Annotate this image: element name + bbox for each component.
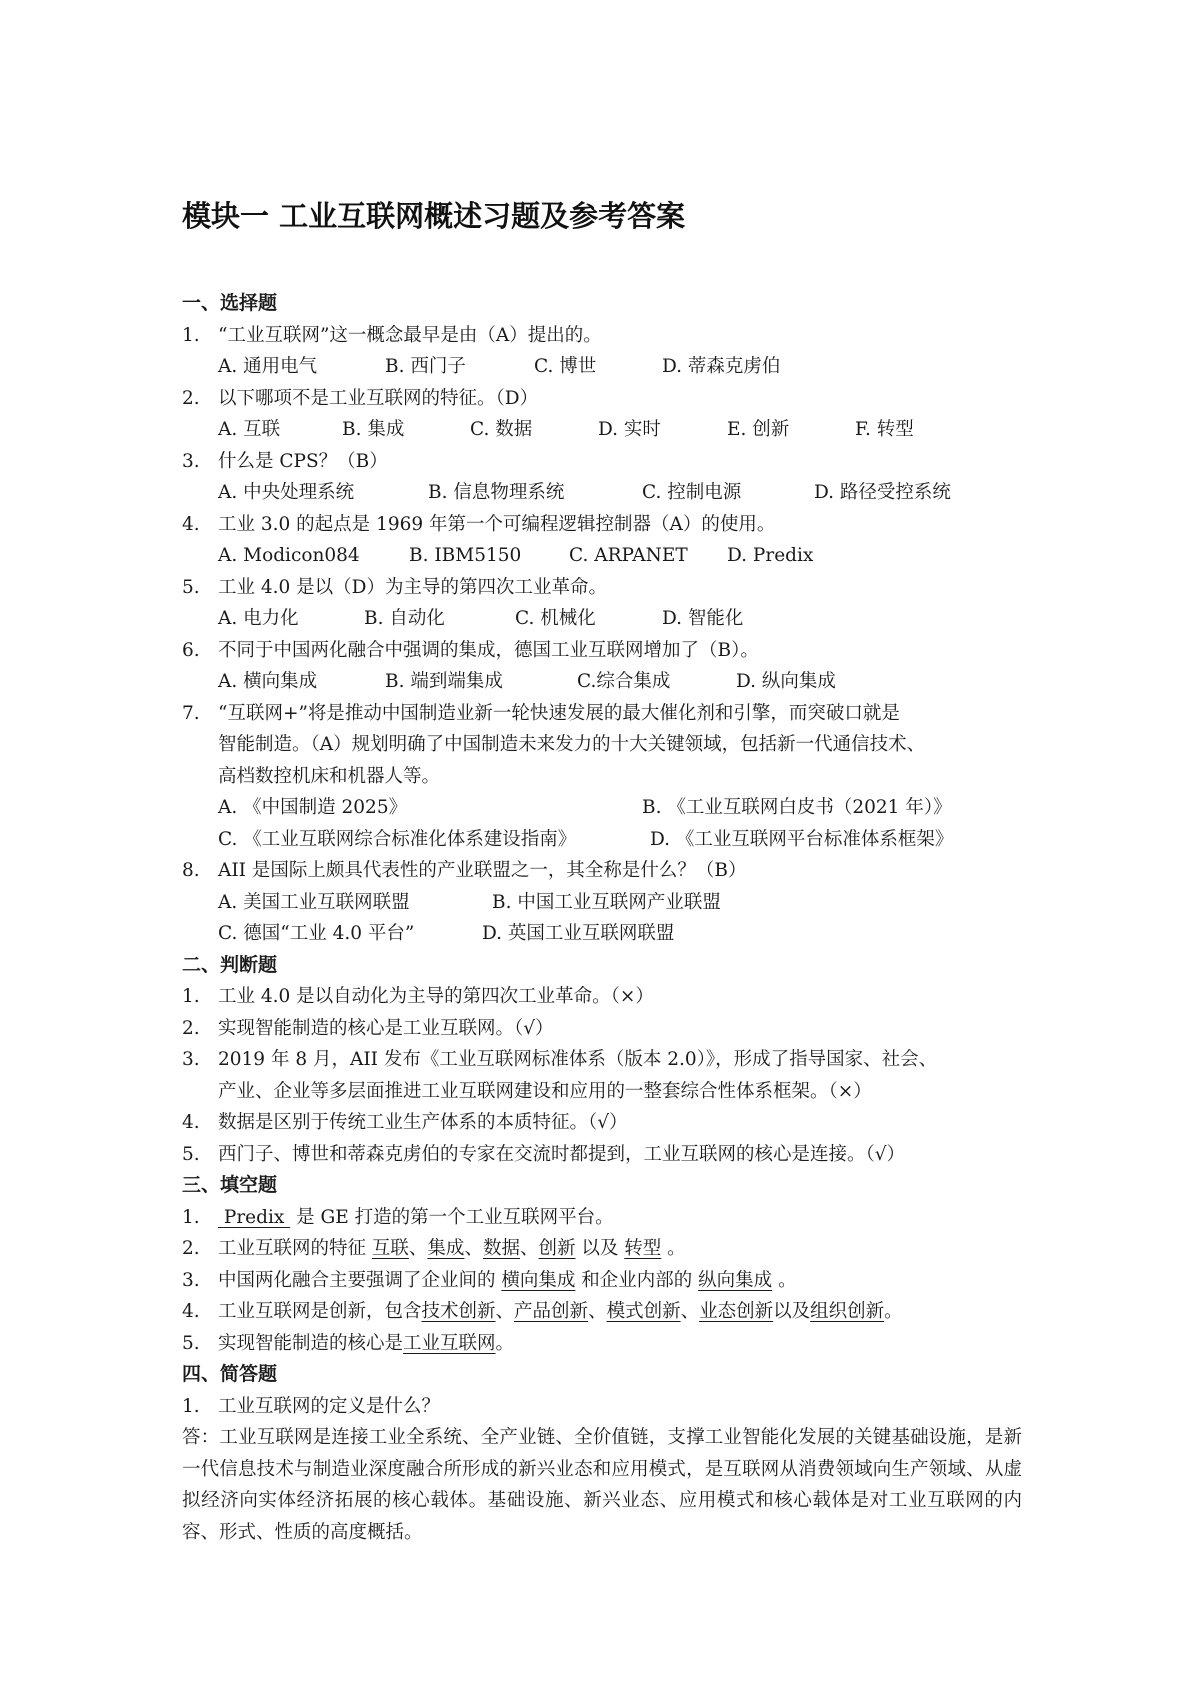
statement-text: 工业 4.0 是以自动化为主导的第四次工业革命。（×） bbox=[218, 986, 654, 1007]
fill-blank-item bbox=[182, 1202, 1022, 1234]
item-text: 工业互联网的特征 bbox=[218, 1238, 372, 1259]
option: A. 电力化 bbox=[218, 608, 299, 629]
option: C. 控制电源 bbox=[642, 482, 742, 503]
option: B. 西门子 bbox=[385, 356, 466, 377]
blank-answer: 产品创新 bbox=[514, 1301, 589, 1322]
item-number: 5. bbox=[182, 1332, 200, 1354]
option-row bbox=[182, 918, 1022, 950]
item-number: 4. bbox=[182, 1301, 200, 1322]
option: D. 蒂森克虏伯 bbox=[662, 356, 781, 377]
blank-answer: 横向集成 bbox=[501, 1269, 576, 1291]
answer-paragraph: 答：工业互联网是连接工业全系统、全产业链、全价值链，支撑工业智能化发展的关键基础设施，是新一代信息技术与制造业深度融合所形成的新兴业态和应用模式，是互联网从消费领域向生产领域、从虚拟经济向实体经济拓展的核心载体。基础设施、新兴业态、应用模式和核心载体是对工业互联网的内容、形式、性质的高度概括。 bbox=[182, 1427, 1022, 1543]
question-number: 5. bbox=[182, 576, 200, 598]
question bbox=[182, 1391, 1022, 1423]
item-text: 。 bbox=[495, 1332, 515, 1354]
question-number: 4. bbox=[182, 513, 200, 535]
option: B. IBM5150 bbox=[409, 545, 522, 566]
question-number: 8. bbox=[182, 860, 200, 881]
document-title: 模块一 工业互联网概述习题及参考答案 bbox=[182, 199, 686, 233]
question-number: 2. bbox=[182, 387, 200, 409]
question bbox=[182, 509, 1022, 541]
option-row bbox=[182, 792, 1022, 824]
section-heading-short-answer: 四、简答题 bbox=[182, 1363, 278, 1385]
question-text: AII 是国际上颇具代表性的产业联盟之一，其全称是什么？（B） bbox=[218, 860, 747, 881]
item-text: 。 bbox=[661, 1238, 686, 1259]
option: F. 转型 bbox=[855, 419, 914, 440]
question bbox=[182, 698, 1022, 730]
statement-number: 2. bbox=[182, 1017, 200, 1039]
option: A. 通用电气 bbox=[218, 356, 318, 377]
blank-answer: 技术创新 bbox=[421, 1301, 496, 1322]
blank-answer: 组织创新 bbox=[810, 1301, 885, 1322]
separator: 、 bbox=[588, 1301, 607, 1322]
blank-answer: 工业互联网 bbox=[403, 1332, 496, 1354]
document-body bbox=[182, 288, 1022, 1548]
option: A. 《中国制造 2025》 bbox=[218, 797, 408, 818]
item-text: 。 bbox=[884, 1301, 903, 1322]
option-row bbox=[182, 351, 1022, 383]
item-number: 2. bbox=[182, 1238, 200, 1259]
separator: 、 bbox=[464, 1238, 483, 1259]
option-row bbox=[182, 666, 1022, 698]
option: B. 信息物理系统 bbox=[428, 482, 565, 503]
question-text: 什么是 CPS？（B） bbox=[218, 450, 388, 472]
question-text: 以下哪项不是工业互联网的特征。（D） bbox=[218, 387, 539, 409]
statement bbox=[182, 1044, 1022, 1076]
separator: 、 bbox=[495, 1301, 515, 1322]
option: D. 智能化 bbox=[662, 608, 744, 629]
statement-number: 3. bbox=[182, 1049, 200, 1070]
option-row bbox=[182, 540, 1022, 572]
blank-answer bbox=[218, 1207, 290, 1228]
option: D. 路径受控系统 bbox=[814, 482, 951, 503]
blank-answer: 模式创新 bbox=[606, 1301, 681, 1322]
section-heading-true-false: 二、判断题 bbox=[182, 953, 278, 976]
statement-number: 4. bbox=[182, 1112, 200, 1133]
separator: 、 bbox=[519, 1238, 539, 1259]
option-row bbox=[182, 477, 1022, 509]
option: D. 英国工业互联网联盟 bbox=[482, 923, 675, 944]
option: D. Predix bbox=[727, 545, 814, 566]
blank-answer: 业态创新 bbox=[699, 1301, 774, 1322]
option: A. 中央处理系统 bbox=[218, 482, 355, 503]
option: D. 纵向集成 bbox=[736, 671, 836, 692]
statement-text: 西门子、博世和蒂森克虏伯的专家在交流时都提到，工业互联网的核心是连接。（√） bbox=[218, 1143, 906, 1165]
option: B. 集成 bbox=[342, 419, 405, 440]
option: C.综合集成 bbox=[577, 671, 671, 692]
item-text: 以及 bbox=[575, 1238, 625, 1259]
question bbox=[182, 635, 1022, 667]
question bbox=[182, 855, 1022, 887]
question-number: 1. bbox=[182, 324, 200, 346]
question-text: 不同于中国两化融合中强调的集成，德国工业互联网增加了（B）。 bbox=[218, 639, 759, 661]
blank-answer: 转型 bbox=[624, 1238, 662, 1259]
item-text: 中国两化融合主要强调了企业间的 bbox=[218, 1269, 502, 1291]
separator: 、 bbox=[408, 1238, 428, 1259]
option-row bbox=[182, 887, 1022, 919]
option-row bbox=[182, 414, 1022, 446]
option: C. 机械化 bbox=[515, 608, 596, 629]
blank-answer: 数据 bbox=[482, 1238, 520, 1259]
question-text: 工业 3.0 的起点是 1969 年第一个可编程逻辑控制器（A）的使用。 bbox=[218, 513, 776, 535]
option: B. 《工业互联网白皮书（2021 年）》 bbox=[642, 797, 952, 818]
option: C. 《工业互联网综合标准化体系建设指南》 bbox=[218, 828, 577, 850]
statement-text-continued: 产业、企业等多层面推进工业互联网建设和应用的一整套综合性体系框架。（×） bbox=[218, 1080, 872, 1102]
blank-answer: 创新 bbox=[538, 1238, 576, 1259]
statement-text: 实现智能制造的核心是工业互联网。（√） bbox=[218, 1017, 554, 1039]
question-number: 3. bbox=[182, 450, 200, 472]
option: A. 互联 bbox=[218, 419, 281, 440]
fill-blank-item bbox=[182, 1265, 1022, 1297]
option: B. 中国工业互联网产业联盟 bbox=[492, 891, 721, 913]
statement-number: 1. bbox=[182, 986, 200, 1007]
blank-answer: 集成 bbox=[427, 1238, 465, 1259]
item-text: 工业互联网是创新，包含 bbox=[218, 1301, 422, 1322]
statement-text: 数据是区别于传统工业生产体系的本质特征。（√） bbox=[218, 1112, 628, 1133]
question-text: 工业互联网的定义是什么？ bbox=[218, 1395, 441, 1417]
option: A. Modicon084 bbox=[218, 545, 360, 566]
item-text: 是 GE 打造的第一个工业互联网平台。 bbox=[290, 1206, 614, 1228]
option-row bbox=[182, 603, 1022, 635]
item-number: 3. bbox=[182, 1269, 200, 1291]
option: D. 《工业互联网平台标准体系框架》 bbox=[650, 828, 954, 850]
blank-answer: 纵向集成 bbox=[698, 1269, 773, 1291]
option: B. 端到端集成 bbox=[385, 671, 503, 692]
option-row bbox=[182, 824, 1022, 856]
question bbox=[182, 383, 1022, 415]
option: C. ARPANET bbox=[569, 545, 688, 566]
question-number: 7. bbox=[182, 702, 200, 724]
option: A. 美国工业互联网联盟 bbox=[218, 891, 410, 913]
separator: 、 bbox=[680, 1301, 700, 1322]
option: C. 数据 bbox=[470, 419, 533, 440]
question-text-continued: 智能制造。（A）规划明确了中国制造未来发力的十大关键领域，包括新一代通信技术、 bbox=[218, 734, 926, 755]
option: C. 博世 bbox=[534, 356, 597, 377]
section-heading-fill-blank: 三、填空题 bbox=[182, 1174, 278, 1196]
blank-answer-text: Predix bbox=[223, 1206, 285, 1228]
option: D. 实时 bbox=[598, 419, 661, 440]
question bbox=[182, 446, 1022, 478]
section-heading-choice: 一、选择题 bbox=[182, 292, 278, 314]
question bbox=[182, 320, 1022, 352]
question-number: 1. bbox=[182, 1395, 200, 1417]
option: A. 横向集成 bbox=[218, 671, 318, 692]
fill-blank-item bbox=[182, 1328, 1022, 1360]
fill-blank-item bbox=[182, 1296, 1022, 1328]
fill-blank-item bbox=[182, 1233, 1022, 1265]
option: C. 德国“工业 4.0 平台” bbox=[218, 923, 415, 944]
statement-text: 2019 年 8 月，AII 发布《工业互联网标准体系（版本 2.0）》，形成了指导国家、社会、 bbox=[218, 1049, 938, 1070]
item-number: 1. bbox=[182, 1206, 200, 1228]
item-text: 和企业内部的 bbox=[575, 1269, 699, 1291]
statement bbox=[182, 1107, 1022, 1139]
blank-answer: 互联 bbox=[371, 1238, 409, 1259]
question bbox=[182, 572, 1022, 604]
item-text: 实现智能制造的核心是 bbox=[218, 1332, 404, 1354]
statement-number: 5. bbox=[182, 1143, 200, 1165]
option: E. 创新 bbox=[727, 419, 790, 440]
question-text: “互联网+”将是推动中国制造业新一轮快速发展的最大催化剂和引擎，而突破口就是 bbox=[218, 702, 900, 724]
question-number: 6. bbox=[182, 639, 200, 661]
question-text: “工业互联网”这一概念最早是由（A）提出的。 bbox=[218, 324, 602, 346]
item-text: 以及 bbox=[773, 1301, 811, 1322]
question-text-continued: 高档数控机床和机器人等。 bbox=[218, 765, 441, 787]
item-text: 。 bbox=[772, 1269, 797, 1291]
statement bbox=[182, 981, 1022, 1013]
statement bbox=[182, 1139, 1022, 1171]
option: B. 自动化 bbox=[364, 608, 445, 629]
statement bbox=[182, 1013, 1022, 1045]
question-text: 工业 4.0 是以（D）为主导的第四次工业革命。 bbox=[218, 576, 608, 598]
